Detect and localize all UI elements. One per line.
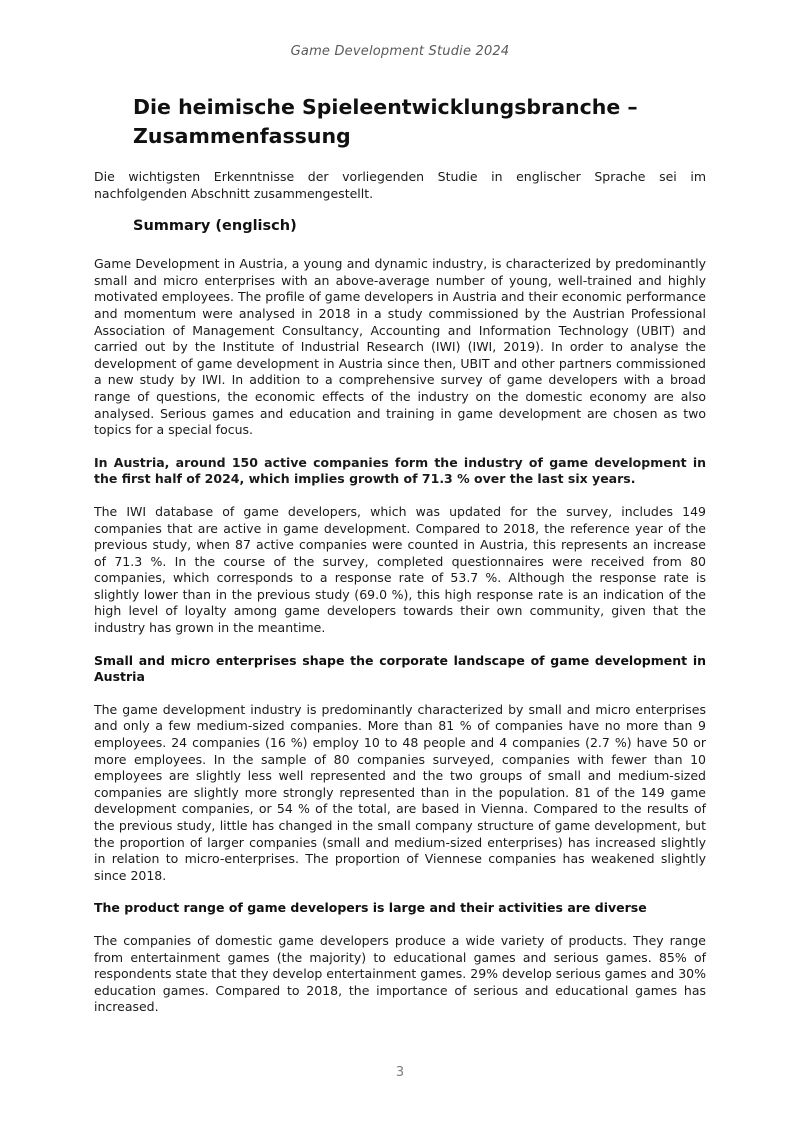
page-number: 3 bbox=[395, 1065, 405, 1080]
intro-paragraph: Die wichtigsten Erkenntnisse der vorliegenden Studie in englischer Sprache sei im nachfolgenden Abschnitt zusammengestellt. bbox=[94, 169, 706, 201]
summary-heading: Summary (englisch) bbox=[133, 218, 297, 235]
section-heading-enterprises: Small and micro enterprises shape the corporate landscape of game development in Austria bbox=[94, 652, 706, 685]
key-finding-bold-paragraph: In Austria, around 150 active companies form the industry of game development in the first half of 2024, which implies growth of 71.3 % over the last six years. bbox=[94, 454, 706, 487]
section-body-product-range: The companies of domestic game developers produce a wide variety of products. They range from entertainment games (the majority) to educational games and serious games. 85% of respondents state that they develop entertainment games. 29% develop serious games and 30% education games. Compared to 2018, the importance of serious and educational games has increased. bbox=[94, 932, 706, 1015]
summary-lead-paragraph: Game Development in Austria, a young and dynamic industry, is characterized by predominantly small and micro enterprises with an above-average number of young, well-trained and highly motivated employees. The profile of game developers in Austria and their economic performance and momentum were analysed in 2018 in a study commissioned by the Austrian Professional Association of Management Consultancy, Accounting and Information Technology (UBIT) and carried out by the Institute of Industrial Research (IWI) (IWI, 2019). In order to analyse the development of game development in Austria since then, UBIT and other partners commissioned a new study by IWI. In addition to a comprehensive survey of game developers with a broad range of questions, the economic effects of the industry on the domestic economy are also analysed. Serious games and education and training in game development are chosen as two topics for a special focus. bbox=[94, 256, 706, 438]
section-heading-product-range: The product range of game developers is large and their activities are diverse bbox=[94, 900, 647, 916]
document-content bbox=[94, 93, 706, 1032]
page-title: Die heimische Spieleentwicklungsbranche – Zusammenfassung bbox=[133, 95, 638, 148]
key-finding-detail-paragraph: The IWI database of game developers, which was updated for the survey, includes 149 companies that are active in game development. Compared to 2018, the reference year of the previous study, when 87 active companies were counted in Austria, this represents an increase of 71.3 %. In the course of the survey, completed questionnaires were received from 80 companies, which corresponds to a response rate of 53.7 %. Although the response rate is slightly lower than in the previous study (69.0 %), this high response rate is an indication of the high level of loyalty among game developers towards their own community, given that the industry has grown in the meantime. bbox=[94, 503, 706, 636]
section-body-enterprises: The game development industry is predominantly characterized by small and micro enterprises and only a few medium-sized companies. More than 81 % of companies have no more than 9 employees. 24 companies (16 %) employ 10 to 48 people and 4 companies (2.7 %) have 50 or more employees. In the sample of 80 companies surveyed, companies with fewer than 10 employees are slightly less well represented and the two groups of small and medium-sized companies are slightly more strongly represented than in the population. 81 of the 149 game development companies, or 54 % of the total, are based in Vienna. Compared to the results of the previous study, little has changed in the small company structure of game development, but the proportion of larger companies (small and medium-sized enterprises) has increased slightly in relation to micro-enterprises. The proportion of Viennese companies has weakened slightly since 2018. bbox=[94, 701, 706, 883]
running-header: Game Development Studie 2024 bbox=[290, 44, 510, 59]
